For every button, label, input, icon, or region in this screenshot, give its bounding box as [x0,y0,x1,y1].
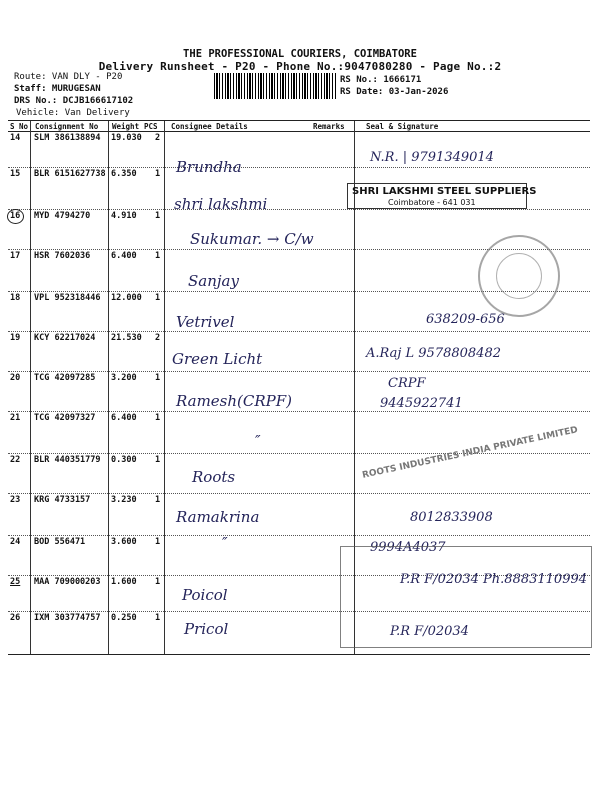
row-sno: 23 [10,495,21,505]
handwritten-signature: P.R F/02034 [390,624,469,639]
handwritten-consignee: Ramakrina [176,508,260,526]
row-pcs: 1 [155,293,161,303]
row-weight: 3.200 [111,373,137,383]
row-weight: 6.400 [111,251,137,261]
handwritten-consignee: Poicol [182,586,228,604]
shop-stamp [347,183,537,209]
col-consignment: Consignment No [35,122,99,131]
row-consignment: BLR 440351779 [34,455,101,465]
row-weight: 6.350 [111,169,137,179]
handwritten-consignee: shri lakshmi [174,195,268,213]
row-consignment: VPL 952318446 [34,293,101,303]
rectangular-stamp [340,546,592,648]
row-pcs: 2 [155,133,161,143]
route-info: Route: VAN DLY - P20 [14,72,123,82]
handwritten-consignee: Sanjay [188,272,239,290]
row-weight: 4.910 [111,211,137,221]
row-weight: 0.300 [111,455,137,465]
row-weight: 0.250 [111,613,137,623]
row-pcs: 1 [155,373,161,383]
handwritten-note: CRPF [388,376,426,391]
vehicle-info: Vehicle: Van Delivery [16,108,130,118]
handwritten-consignee: ″ [255,432,261,450]
handwritten-phone: 9994A4037 [370,540,446,555]
company-title: THE PROFESSIONAL COURIERS, COIMBATORE [183,48,417,60]
handwritten-consignee: Brundha [176,158,242,176]
row-sno: 15 [10,169,21,179]
handwritten-consignee: ″ [222,534,228,552]
col-seal: Seal & Signature [366,122,439,131]
handwritten-signature: A.Raj L 9578808482 [366,346,501,361]
barcode-image [214,73,336,99]
handwritten-phone: 9445922741 [380,396,463,411]
round-seal-icon [478,235,560,317]
row-consignment: MAA 709000203 [34,577,101,587]
row-pcs: 1 [155,537,161,547]
row-sno: 16 [10,211,21,221]
stamp-shop-name: SHRI LAKSHMI STEEL SUPPLIERS [352,186,537,197]
handwritten-consignee: Ramesh(CRPF) [176,392,293,410]
col-sno: S No [10,122,29,131]
row-consignment: KRG 4733157 [34,495,91,505]
row-pcs: 1 [155,169,161,179]
handwritten-consignee: Pricol [184,620,229,638]
handwritten-signature: P.R F/02034 Ph.8883110994 [400,572,588,587]
row-weight: 3.230 [111,495,137,505]
col-remarks: Remarks [313,122,345,131]
col-weight: Weight [112,122,140,131]
staff-info: Staff: MURUGESAN [14,84,101,94]
rs-date: RS Date: 03-Jan-2026 [340,87,449,97]
table-row [8,453,590,494]
row-sno: 14 [10,133,21,143]
row-weight: 19.030 [111,133,142,143]
row-consignment: BLR 6151627738 [34,169,106,179]
row-pcs: 1 [155,413,161,423]
row-consignment: MYD 4794270 [34,211,91,221]
row-pcs: 1 [155,251,161,261]
row-sno: 24 [10,537,21,547]
row-weight: 3.600 [111,537,137,547]
row-consignment: KCY 62217024 [34,333,96,343]
row-consignment: SLM 386138894 [34,133,101,143]
row-sno: 19 [10,333,21,343]
table-row [8,131,590,168]
row-sno: 20 [10,373,21,383]
round-seal-inner [496,253,542,299]
row-consignment: TCG 42097285 [34,373,96,383]
table-row [8,371,590,412]
rs-number: RS No.: 1666171 [340,75,422,85]
row-consignment: TCG 42097327 [34,413,96,423]
row-pcs: 1 [155,455,161,465]
row-sno: 26 [10,613,21,623]
row-consignment: IXM 303774757 [34,613,101,623]
handwritten-circle-mark [7,209,24,224]
drs-number: DRS No.: DCJB166617102 [14,96,134,106]
row-sno: 21 [10,413,21,423]
row-pcs: 1 [155,495,161,505]
col-pcs: PCS [144,122,158,131]
row-weight: 21.530 [111,333,142,343]
row-sno: 17 [10,251,21,261]
row-weight: 1.600 [111,577,137,587]
handwritten-phone: 8012833908 [410,510,493,525]
handwritten-consignee: Roots [192,468,236,486]
table-row [8,331,590,372]
table-row [8,493,590,536]
row-consignment: HSR 7602036 [34,251,91,261]
handwritten-consignee: Green Licht [172,350,263,368]
handwritten-signature: N.R. | 9791349014 [370,150,494,165]
row-pcs: 2 [155,333,161,343]
row-sno: 22 [10,455,21,465]
stamp-shop-city: Coimbatore - 641 031 [388,198,476,207]
row-sno: 18 [10,293,21,303]
runsheet-subtitle: Delivery Runsheet - P20 - Phone No.:9047080280 - Page No.:2 [98,60,502,73]
row-weight: 12.000 [111,293,142,303]
company-stamp: ROOTS INDUSTRIES INDIA PRIVATE LIMITED [361,425,579,481]
col-consignee: Consignee Details [171,122,248,131]
handwritten-phone: 638209-656 [426,312,505,327]
row-pcs: 1 [155,613,161,623]
handwritten-consignee: Sukumar. → C/w [190,230,314,248]
row-sno: 25 [10,577,21,587]
row-pcs: 1 [155,577,161,587]
row-weight: 6.400 [111,413,137,423]
row-pcs: 1 [155,211,161,221]
row-consignment: BOD 556471 [34,537,86,547]
handwritten-consignee: Vetrivel [176,313,235,331]
